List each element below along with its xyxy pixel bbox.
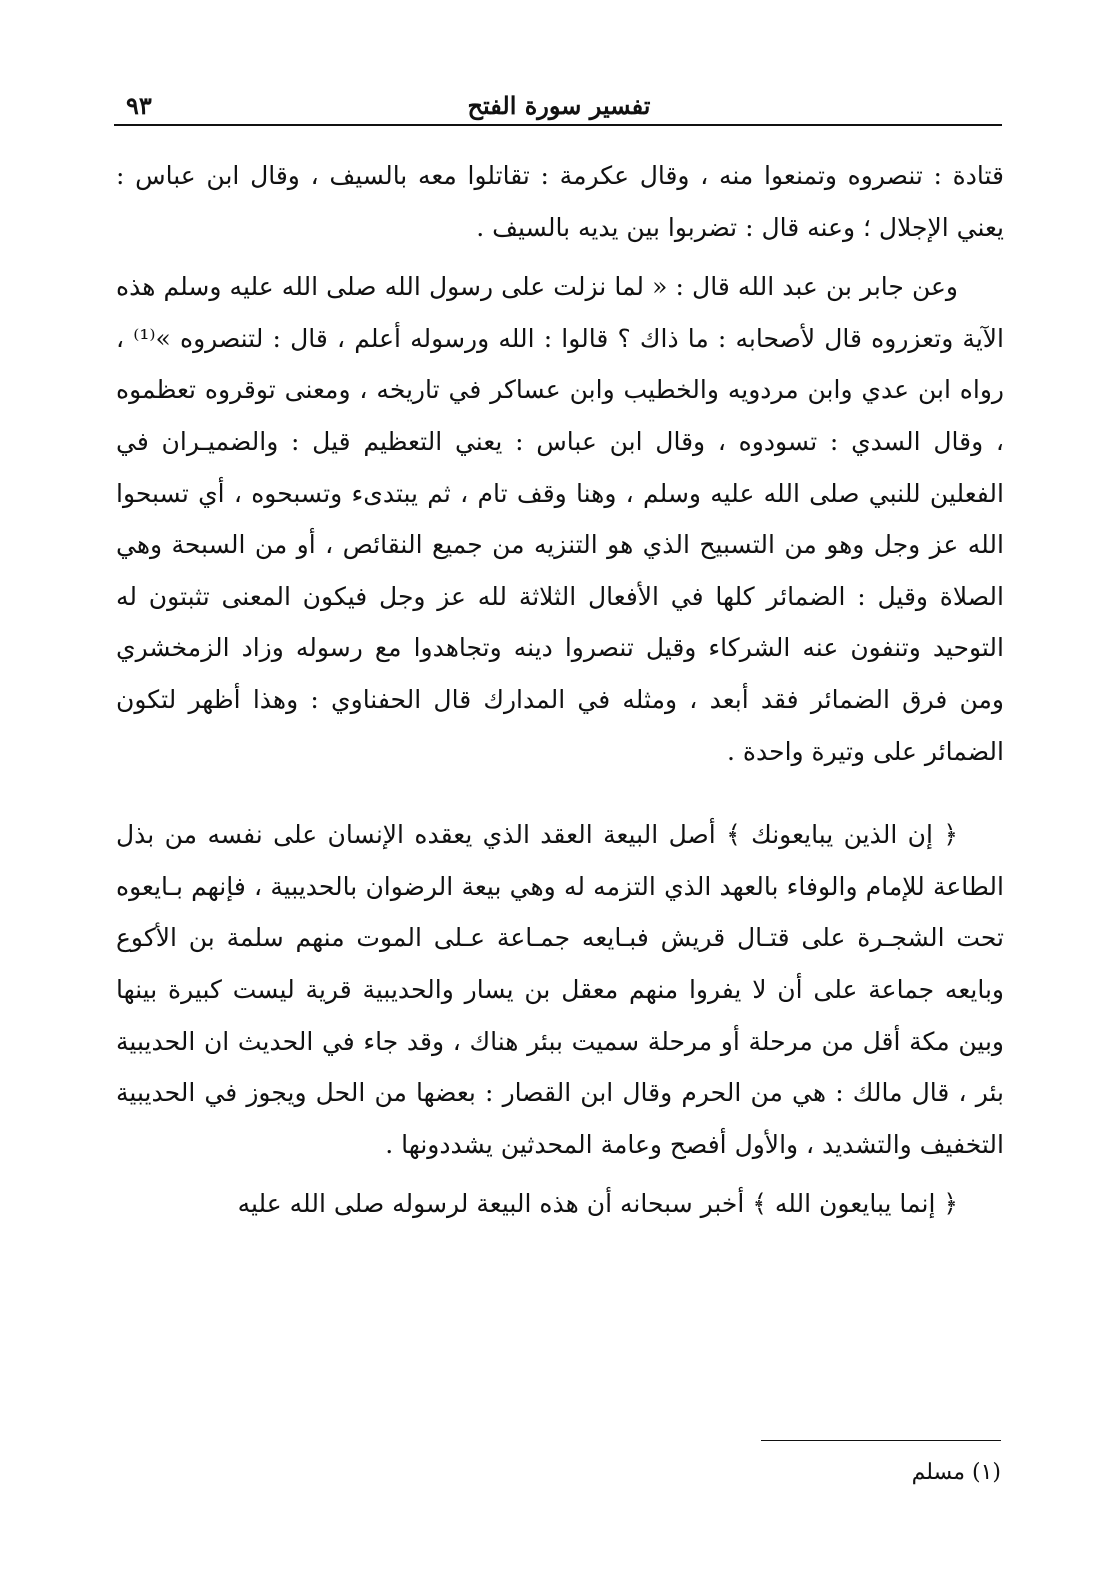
page-number: ٩٣ bbox=[126, 91, 152, 120]
paragraph-4: ﴿ إنما يبايعون الله ﴾ أخبر سبحانه أن هذه البيعة لرسوله صلى الله عليه bbox=[237, 1189, 958, 1219]
body-text bbox=[116, 150, 1004, 1230]
footnote: (١) مسلم bbox=[911, 1460, 1001, 1485]
page-title: تفسير سورة الفتح bbox=[467, 91, 651, 120]
paragraph-1: قتادة : تنصروه وتمنعوا منه ، وقال عكرمة : تقاتلوا معه بالسيف ، وقال ابن عباس : يعني الإجلال ؛ وعنه قال : تضربوا بين يديه بالسيف . bbox=[116, 161, 1004, 242]
paragraph-3: ﴿ إن الذين يبايعونك ﴾ أصل البيعة العقد الذي يعقده الإنسان على نفسه من بذل الطاعة للإمام والوفاء بالعهد الذي التزمه له وهي بيعة الرضوان بالحديبية ، فإنهم بـايعوه تحت الشجـرة على قتـال قريش فبـايعه جمـاعة عـلى الموت منهم سلمة بن الأكوع وبايعه جماعة على أن لا يفروا منهم معقل بن يسار والحديبية قرية ليست كبيرة بينها وبين مكة أقل من مرحلة أو مرحلة سميت ببئر هناك ، وقد جاء في الحديث ان الحديبية بئر ، قال مالك : هي من الحرم وقال ابن القصار : بعضها من الحل ويجوز في الحديبية التخفيف والتشديد ، والأول أفصح وعامة المحدثين يشددونها . bbox=[116, 820, 1005, 1159]
header-divider bbox=[114, 124, 1002, 126]
footnote-divider bbox=[761, 1440, 1001, 1441]
paragraph-2: وعن جابر بن عبد الله قال : « لما نزلت على رسول الله صلى الله عليه وسلم هذه الآية وتعزروه قال لأصحابه : ما ذاك ؟ قالوا : الله ورسوله أعلم ، قال : لتنصروه »⁽¹⁾ ، رواه ابن عدي وابن مردويه والخطيب وابن عساكر في تاريخه ، ومعنى توقروه تعظموه ، وقال السدي : تسودوه ، وقال ابن عباس : يعني التعظيم قيل : والضميـران في الفعلين للنبي صلى الله عليه وسلم ، وهنا وقف تام ، ثم يبتدىء وتسبحوه ، أي تسبحوا الله عز وجل وهو من التسبيح الذي هو التنزيه من جميع النقائص ، أو من السبحة وهي الصلاة وقيل : الضمائر كلها في الأفعال الثلاثة لله عز وجل فيكون المعنى تثبتون له التوحيد وتنفون عنه الشركاء وقيل تنصروا دينه وتجاهدوا مع رسوله وزاد الزمخشري ومن فرق الضمائر فقد أبعد ، ومثله في المدارك قال الحفناوي : وهذا أظهر لتكون الضمائر على وتيرة واحدة . bbox=[116, 272, 1004, 766]
running-header bbox=[118, 86, 1000, 126]
